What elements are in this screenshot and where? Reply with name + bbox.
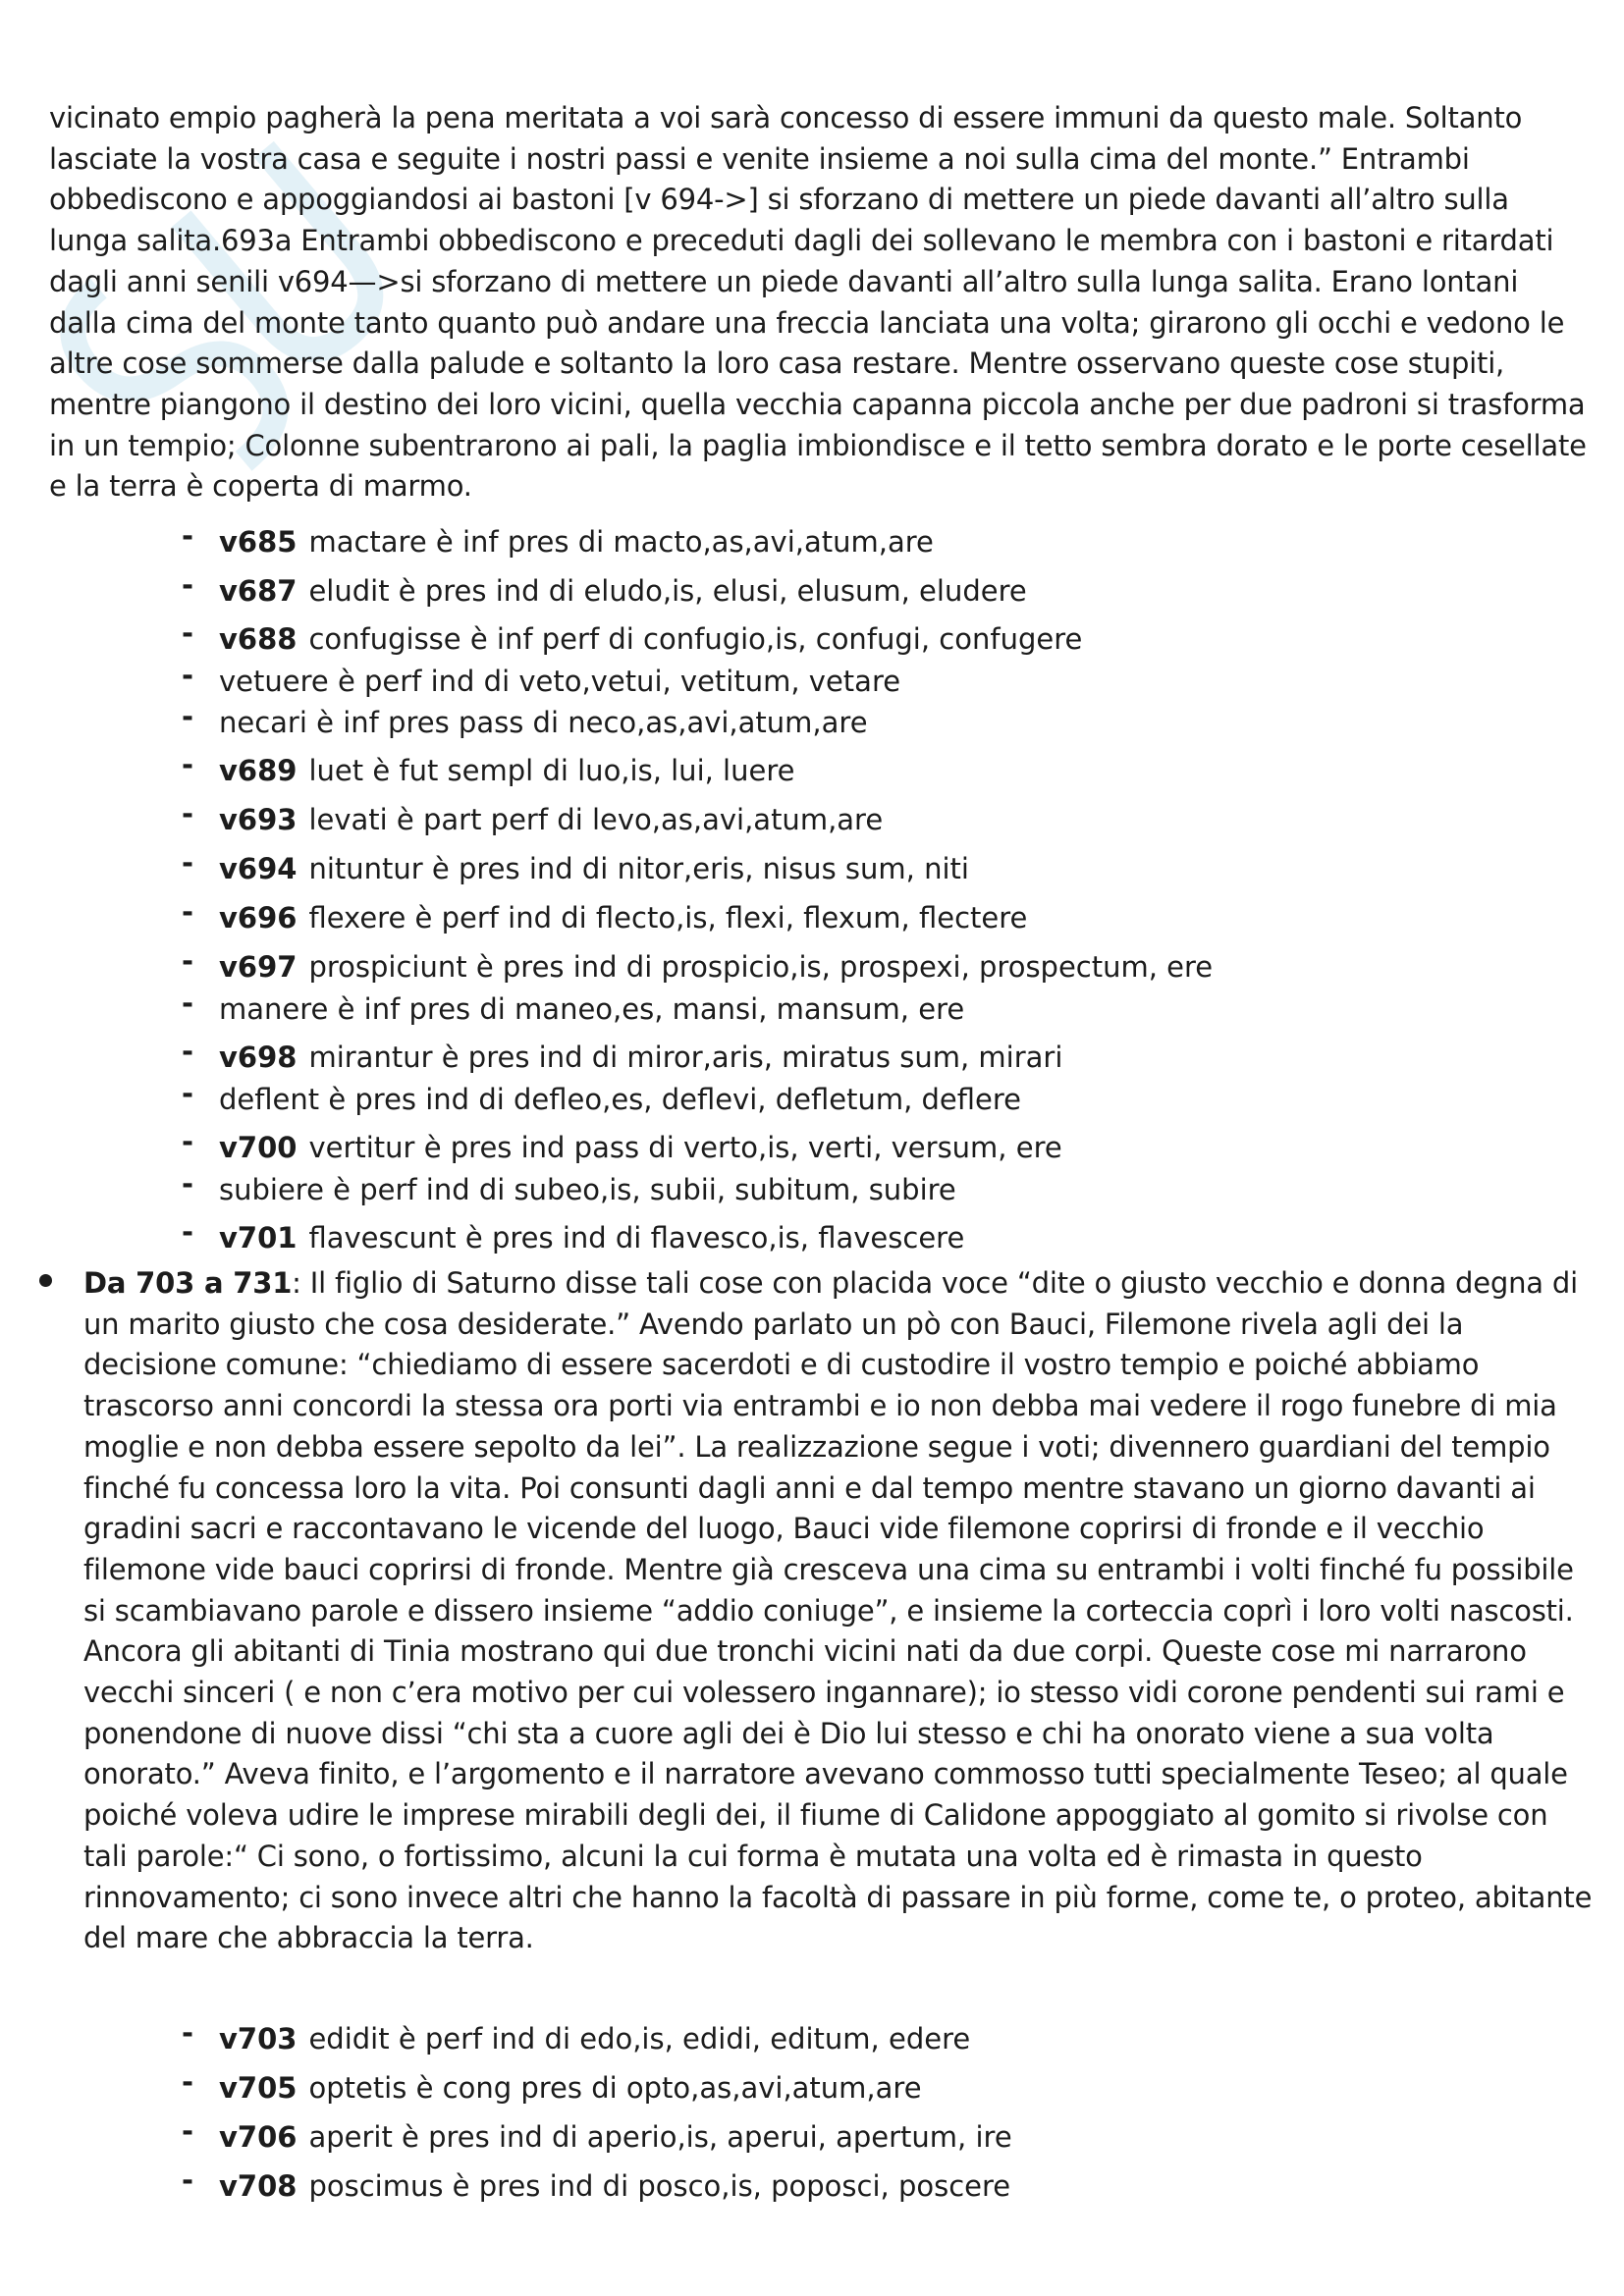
vocab-item xyxy=(182,846,969,885)
vocab-item xyxy=(182,2163,1011,2203)
vocab-item xyxy=(182,1035,1063,1074)
verse-ref: v687 xyxy=(219,574,298,608)
vocab-text: poscimus è pres ind di posco,is, poposci, poscere xyxy=(308,2169,1011,2203)
verse-ref: v689 xyxy=(219,754,298,787)
dash-marker: - xyxy=(182,1077,194,1110)
vocab-text: vetuere è perf ind di veto,vetui, vetitum, vetare xyxy=(219,665,901,698)
vocab-item xyxy=(182,2016,971,2056)
vocab-item xyxy=(182,519,934,559)
heading-separator: : xyxy=(292,1266,301,1300)
vocab-item xyxy=(182,895,1028,934)
vocab-item xyxy=(182,1077,1021,1116)
vocab-text: prospiciunt è pres ind di prospicio,is, prospexi, prospectum, ere xyxy=(308,950,1214,984)
dash-marker: - xyxy=(182,748,194,781)
dash-marker: - xyxy=(182,2016,194,2050)
vocab-item xyxy=(182,944,1214,984)
vocab-text: nituntur è pres ind di nitor,eris, nisus sum, niti xyxy=(308,852,969,885)
vocab-text: mactare è inf pres di macto,as,avi,atum,are xyxy=(308,525,934,559)
verse-ref: v697 xyxy=(219,950,298,984)
dash-marker: - xyxy=(182,846,194,880)
vocab-item xyxy=(182,1125,1062,1164)
dash-marker: - xyxy=(182,944,194,978)
verse-ref: v694 xyxy=(219,852,298,885)
dash-marker: - xyxy=(182,1035,194,1068)
verse-ref: v698 xyxy=(219,1041,298,1074)
verse-ref: v701 xyxy=(219,1221,298,1255)
vocab-text: mirantur è pres ind di miror,aris, miratus sum, mirari xyxy=(308,1041,1063,1074)
vocab-item xyxy=(182,797,884,836)
dash-marker: - xyxy=(182,1215,194,1249)
vocab-item xyxy=(182,1215,965,1255)
verse-ref: v693 xyxy=(219,803,298,836)
paragraph-body: Il figlio di Saturno disse tali cose con placida voce “dite o giusto vecchio e donna degna di un marito giusto che cosa desiderate.” Avendo parlato un pò con Bauci, Filemone rivela agli dei la decisione comune: “chiediamo di essere sacerdoti e di custodire il vostro tempio e poiché abbiamo trascorso anni concordi la stessa ora porti via entrambi e io non debba mai vedere il rogo funebre di mia moglie e non debba essere sepolto da lei”. La realizzazione segue i voti; divennero guardiani del tempio finché fu concessa loro la vita. Poi consunti dagli anni e dal tempo mentre stavano un giorno davanti ai gradini sacri e raccontavano le vicende del luogo, Bauci vide filemone coprirsi di fronde e il vecchio filemone vide bauci coprirsi di fronde. Mentre già cresceva una cima su entrambi i volti finché fu possibile si scambiavano parole e dissero insieme “addio coniuge”, e insieme la corteccia coprì i loro volti nascosti. Ancora gli abitanti di Tinia mostrano qui due tronchi vicini nati da due corpi. Queste cose mi narrarono vecchi sinceri ( e non c’era motivo per cui volessero ingannare); io stesso vidi corone pendenti sui rami e ponendone di nuove dissi “chi sta a cuore agli dei è Dio lui stesso e chi ha onorato viene a sua volta onorato.” Aveva finito, e l’argomento e il narratore avevano commosso tutti specialmente Teseo; al quale poiché voleva udire le imprese mirabili degli dei, il fiume di Calidone appoggiato al gomito si rivolse con tali parole:“ Ci sono, o fortissimo, alcuni la cui forma è mutata una volta ed è rimasta in questo rinnovamento; ci sono invece altri che hanno la facoltà di passare in più forme, come te, o proteo, abitante del mare che abbraccia la terra. xyxy=(83,1266,1593,1955)
dash-marker: - xyxy=(182,659,194,692)
dash-marker: - xyxy=(182,2163,194,2197)
dash-marker: - xyxy=(182,616,194,650)
dash-marker: - xyxy=(182,1125,194,1158)
vocab-item xyxy=(182,2065,922,2105)
dash-marker: - xyxy=(182,568,194,602)
vocab-text: eludit è pres ind di eludo,is, elusi, elusum, eludere xyxy=(308,574,1027,608)
verse-ref: v703 xyxy=(219,2022,298,2056)
verse-ref: v685 xyxy=(219,525,298,559)
verse-ref: v705 xyxy=(219,2071,298,2105)
dash-marker: - xyxy=(182,700,194,733)
vocab-item xyxy=(182,616,1083,656)
vocab-text: confugisse è inf perf di confugio,is, confugi, confugere xyxy=(308,622,1083,656)
dash-marker: - xyxy=(182,797,194,830)
vocab-text: necari è inf pres pass di neco,as,avi,atum,are xyxy=(219,706,868,739)
vocab-item xyxy=(182,659,901,698)
vocab-item xyxy=(182,1167,956,1206)
verse-ref: v708 xyxy=(219,2169,298,2203)
translation-paragraph-2 xyxy=(83,1263,1596,1959)
verse-ref: v706 xyxy=(219,2120,298,2154)
vocab-text: manere è inf pres di maneo,es, mansi, mansum, ere xyxy=(219,992,965,1026)
verse-ref: v696 xyxy=(219,901,298,934)
vocab-text: deflent è pres ind di defleo,es, deflevi, defletum, deflere xyxy=(219,1083,1021,1116)
vocab-text: levati è part perf di levo,as,avi,atum,are xyxy=(308,803,884,836)
vocab-text: vertitur è pres ind pass di verto,is, verti, versum, ere xyxy=(308,1131,1062,1164)
vocab-text: subiere è perf ind di subeo,is, subii, subitum, subire xyxy=(219,1173,956,1206)
dash-marker: - xyxy=(182,1167,194,1201)
vocab-item xyxy=(182,987,965,1026)
vocab-text: edidit è perf ind di edo,is, edidi, editum, edere xyxy=(308,2022,971,2056)
verse-ref: v700 xyxy=(219,1131,298,1164)
vocab-text: optetis è cong pres di opto,as,avi,atum,are xyxy=(308,2071,922,2105)
dash-marker: - xyxy=(182,895,194,929)
section-heading: Da 703 a 731 xyxy=(83,1266,293,1300)
dash-marker: - xyxy=(182,2065,194,2099)
dash-marker: - xyxy=(182,2114,194,2148)
dash-marker: - xyxy=(182,987,194,1020)
vocab-text: luet è fut sempl di luo,is, lui, luere xyxy=(308,754,795,787)
vocab-text: aperit è pres ind di aperio,is, aperui, apertum, ire xyxy=(308,2120,1012,2154)
dash-marker: - xyxy=(182,519,194,553)
vocab-item xyxy=(182,568,1027,608)
verse-ref: v688 xyxy=(219,622,298,656)
bullet-dot xyxy=(39,1274,52,1287)
vocab-item xyxy=(182,748,795,787)
vocab-text: flexere è perf ind di flecto,is, flexi, flexum, flectere xyxy=(308,901,1028,934)
vocab-item xyxy=(182,700,868,739)
vocab-text: flavescunt è pres ind di flavesco,is, flavescere xyxy=(308,1221,965,1255)
vocab-item xyxy=(182,2114,1012,2154)
translation-paragraph-1: vicinato empio pagherà la pena meritata a voi sarà concesso di essere immuni da questo male. Soltanto lasciate la vostra casa e seguite i nostri passi e venite insieme a noi sulla cima del monte.” Entrambi obbediscono e appoggiandosi ai bastoni [v 694->] si sforzano di mettere un piede davanti all’altro sulla lunga salita.693a Entrambi obbediscono e preceduti dagli dei sollevano le membra con i bastoni e ritardati dagli anni senili v694—>si sforzano di mettere un piede davanti all’altro sulla lunga salita. Erano lontani dalla cima del monte tanto quanto può andare una freccia lanciata una volta; girarono gli occhi e vedono le altre cose sommerse dalla palude e soltanto la loro casa restare. Mentre osservano queste cose stupiti, mentre piangono il destino dei loro vicini, quella vecchia capanna piccola anche per due padroni si trasforma in un tempio; Colonne subentrarono ai pali, la paglia imbiondisce e il tetto sembra dorato e le porte cesellate e la terra è coperta di marmo. xyxy=(49,101,1587,504)
